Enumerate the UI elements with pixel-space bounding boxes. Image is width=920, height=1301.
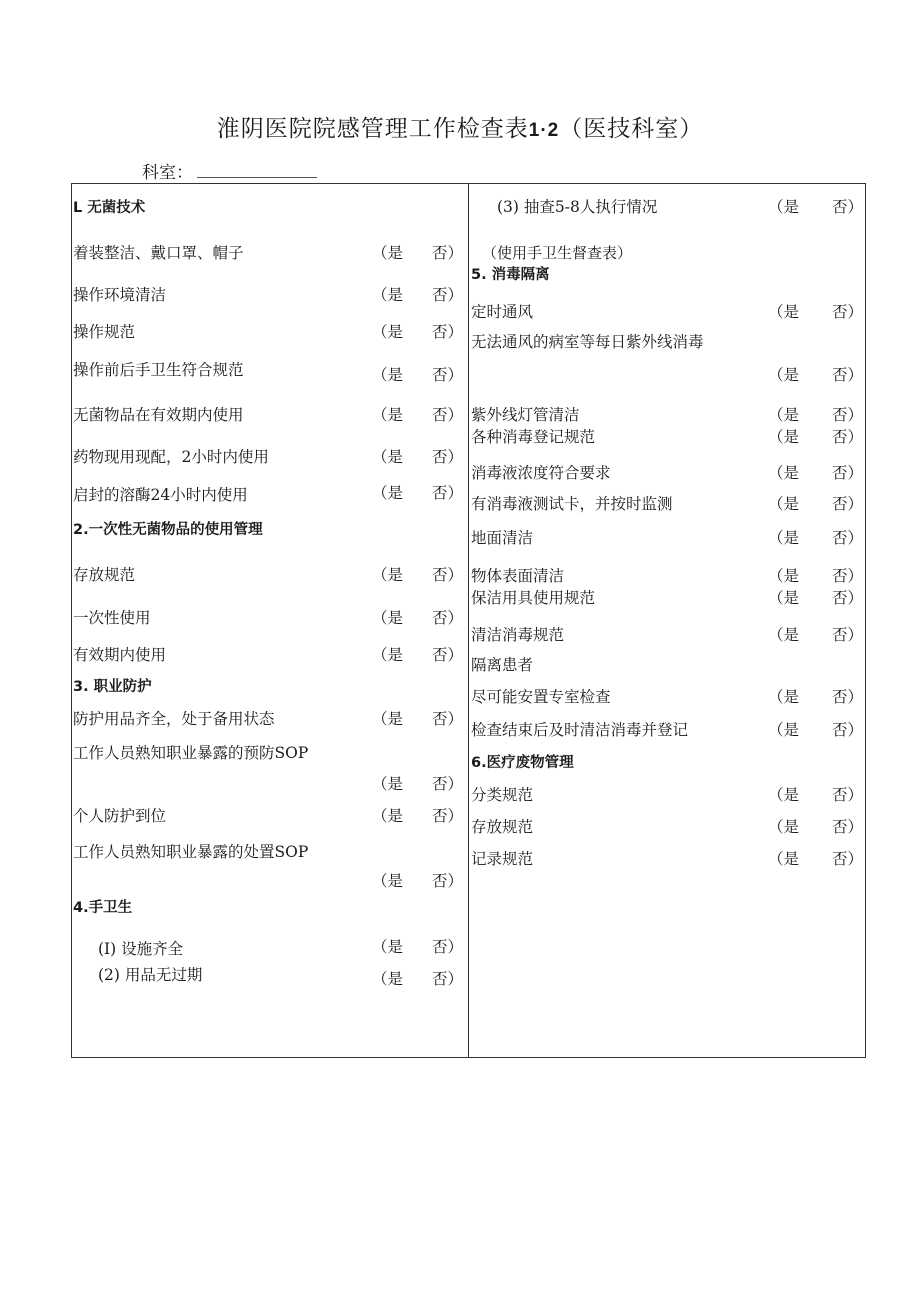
check-item: 清洁消毒规范: [471, 626, 565, 644]
check-item: 物体表面清洁: [471, 567, 565, 585]
check-item: 个人防护到位: [73, 807, 167, 825]
yes-option[interactable]: （是: [372, 775, 404, 793]
check-item: 保洁用具使用规范: [471, 589, 596, 607]
yes-option[interactable]: （是: [372, 646, 404, 664]
yes-option[interactable]: （是: [768, 818, 800, 836]
yes-option[interactable]: （是: [372, 484, 404, 502]
check-item: 着装整洁、戴口罩、帽子: [73, 244, 244, 262]
no-option[interactable]: 否）: [432, 484, 464, 502]
no-option[interactable]: 否）: [832, 303, 864, 321]
check-item: 无法通风的病室等每日紫外线消毒: [471, 333, 704, 351]
check-item: 存放规范: [73, 566, 136, 584]
page-title: 淮阴医院院感管理工作检查表1·2（医技科室）: [216, 116, 704, 142]
yes-option[interactable]: （是: [768, 786, 800, 804]
check-item: (2) 用品无过期: [98, 966, 203, 984]
no-option[interactable]: 否）: [832, 786, 864, 804]
yes-option[interactable]: （是: [768, 495, 800, 513]
check-item: 操作环境清洁: [73, 286, 167, 304]
section-heading: 4.手卫生: [73, 900, 133, 916]
check-item: 一次性使用: [73, 609, 151, 627]
no-option[interactable]: 否）: [832, 529, 864, 547]
yes-option[interactable]: （是: [768, 688, 800, 706]
no-option[interactable]: 否）: [432, 775, 464, 793]
yes-option[interactable]: （是: [768, 721, 800, 739]
yes-option[interactable]: （是: [372, 938, 404, 956]
check-item: 记录规范: [471, 850, 534, 868]
check-item: 防护用品齐全，处于备用状态: [73, 710, 275, 728]
yes-option[interactable]: （是: [768, 303, 800, 321]
yes-option[interactable]: （是: [768, 626, 800, 644]
column-divider: [468, 183, 469, 1058]
no-option[interactable]: 否）: [832, 721, 864, 739]
yes-option[interactable]: （是: [768, 567, 800, 585]
no-option[interactable]: 否）: [432, 710, 464, 728]
no-option[interactable]: 否）: [432, 244, 464, 262]
check-item: 紫外线灯管清洁: [471, 406, 580, 424]
yes-option[interactable]: （是: [372, 710, 404, 728]
check-item: 地面清洁: [471, 529, 534, 547]
yes-option[interactable]: （是: [372, 609, 404, 627]
section-heading: 6.医疗废物管理: [471, 755, 574, 771]
no-option[interactable]: 否）: [832, 626, 864, 644]
department-field: [142, 158, 317, 183]
yes-option[interactable]: （是: [768, 198, 800, 216]
no-option[interactable]: 否）: [832, 198, 864, 216]
check-item: (I) 设施齐全: [98, 940, 184, 958]
no-option[interactable]: 否）: [432, 609, 464, 627]
check-item: (3) 抽查5-8人执行情况: [497, 198, 658, 216]
no-option[interactable]: 否）: [432, 807, 464, 825]
no-option[interactable]: 否）: [432, 970, 464, 988]
no-option[interactable]: 否）: [432, 286, 464, 304]
yes-option[interactable]: （是: [372, 244, 404, 262]
department-blank[interactable]: [197, 163, 317, 178]
no-option[interactable]: 否）: [832, 428, 864, 446]
check-item: 有消毒液测试卡，并按时监测: [471, 495, 673, 513]
yes-option[interactable]: （是: [372, 448, 404, 466]
no-option[interactable]: 否）: [832, 850, 864, 868]
yes-option[interactable]: （是: [372, 970, 404, 988]
no-option[interactable]: 否）: [832, 464, 864, 482]
check-item: 存放规范: [471, 818, 534, 836]
check-item: 无菌物品在有效期内使用: [73, 406, 244, 424]
no-option[interactable]: 否）: [832, 495, 864, 513]
check-item: 各种消毒登记规范: [471, 428, 596, 446]
yes-option[interactable]: （是: [372, 286, 404, 304]
no-option[interactable]: 否）: [432, 406, 464, 424]
no-option[interactable]: 否）: [832, 688, 864, 706]
no-option[interactable]: 否）: [432, 872, 464, 890]
section-heading: 3. 职业防护: [73, 679, 152, 695]
yes-option[interactable]: （是: [768, 464, 800, 482]
check-item: 工作人员熟知职业暴露的预防SOP: [73, 744, 309, 762]
yes-option[interactable]: （是: [768, 850, 800, 868]
check-item: 工作人员熟知职业暴露的处置SOP: [73, 843, 309, 861]
check-item: 操作规范: [73, 323, 136, 341]
no-option[interactable]: 否）: [432, 646, 464, 664]
yes-option[interactable]: （是: [768, 428, 800, 446]
yes-option[interactable]: （是: [768, 366, 800, 384]
no-option[interactable]: 否）: [832, 818, 864, 836]
check-item: 隔离患者: [471, 656, 534, 674]
yes-option[interactable]: （是: [372, 406, 404, 424]
check-item: 检查结束后及时清洁消毒并登记: [471, 721, 689, 739]
check-item: 启封的溶酶24小时内使用: [73, 486, 248, 504]
yes-option[interactable]: （是: [372, 807, 404, 825]
no-option[interactable]: 否）: [432, 366, 464, 384]
yes-option[interactable]: （是: [768, 529, 800, 547]
check-item: 药物现用现配，2小时内使用: [73, 448, 269, 466]
yes-option[interactable]: （是: [372, 566, 404, 584]
yes-option[interactable]: （是: [768, 589, 800, 607]
check-item: 尽可能安置专室检查: [471, 688, 611, 706]
no-option[interactable]: 否）: [832, 406, 864, 424]
yes-option[interactable]: （是: [372, 872, 404, 890]
section-heading: L 无菌技术: [73, 200, 146, 216]
yes-option[interactable]: （是: [372, 323, 404, 341]
no-option[interactable]: 否）: [832, 589, 864, 607]
no-option[interactable]: 否）: [832, 567, 864, 585]
no-option[interactable]: 否）: [432, 323, 464, 341]
check-item: 有效期内使用: [73, 646, 167, 664]
no-option[interactable]: 否）: [832, 366, 864, 384]
check-item: 消毒液浓度符合要求: [471, 464, 611, 482]
no-option[interactable]: 否）: [432, 938, 464, 956]
section-heading: 2.一次性无菌物品的使用管理: [73, 522, 263, 538]
department-label: 科室：: [142, 163, 193, 183]
check-item: 分类规范: [471, 786, 534, 804]
yes-option[interactable]: （是: [372, 366, 404, 384]
yes-option[interactable]: （是: [768, 406, 800, 424]
no-option[interactable]: 否）: [432, 448, 464, 466]
check-note: （使用手卫生督查表）: [482, 244, 633, 262]
check-item: 定时通风: [471, 303, 534, 321]
check-item: 操作前后手卫生符合规范: [73, 361, 244, 379]
no-option[interactable]: 否）: [432, 566, 464, 584]
section-heading: 5. 消毒隔离: [471, 267, 550, 283]
